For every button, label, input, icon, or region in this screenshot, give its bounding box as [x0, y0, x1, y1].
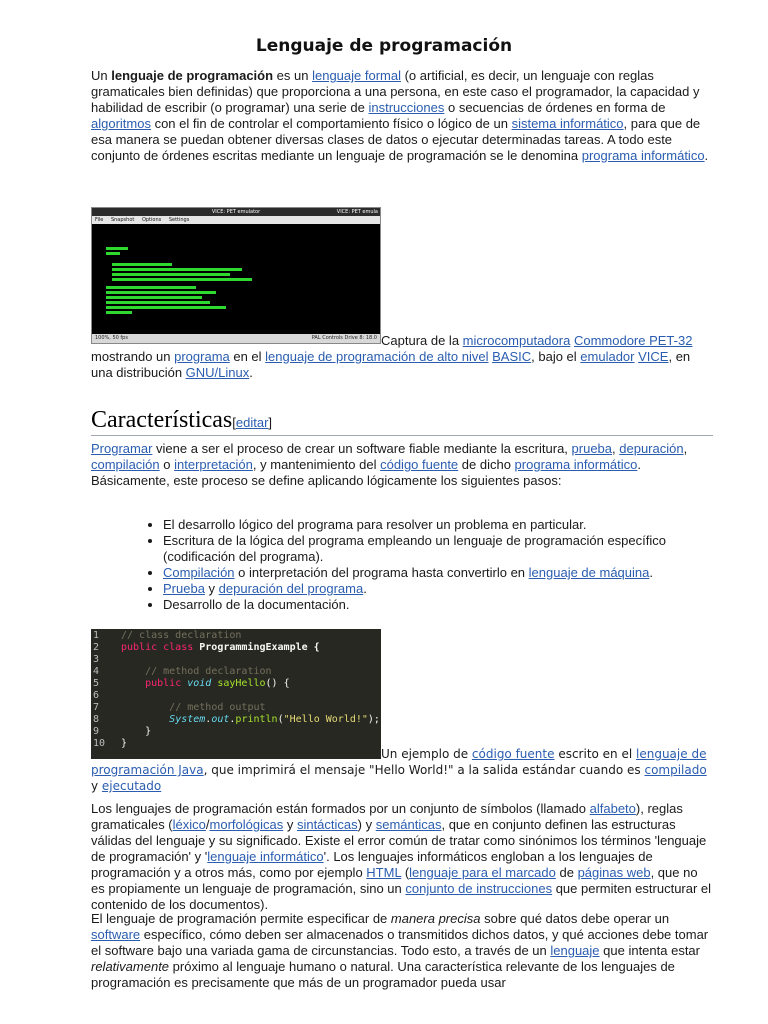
code-function: sayHello	[211, 678, 266, 689]
screen-text-line	[106, 291, 216, 294]
screen-text-line	[106, 286, 196, 289]
screen-text-line	[112, 268, 242, 271]
text: viene a ser el proceso de crear un software fiable mediante la escritura,	[152, 441, 572, 456]
emulator-title-bar	[92, 208, 380, 216]
list-item	[163, 565, 713, 581]
link-programa-informatico[interactable]: programa informático	[514, 457, 638, 472]
screen-text-line	[106, 311, 132, 314]
code-function: println	[235, 714, 278, 725]
link-lenguaje-marcado[interactable]: lenguaje para el marcado	[409, 865, 556, 880]
page-title: Lenguaje de programación	[255, 36, 513, 56]
link-lenguaje-maquina[interactable]: lenguaje de máquina	[528, 565, 650, 580]
emulator-screen	[92, 224, 380, 334]
text: , para que de esa manera se puedan obtener diversas clases de datos o ejecutar determinadas tareas. A todo este conjunto de órdenes escritas mediante un lenguaje de programación se le denomina	[91, 116, 701, 163]
link-codigo-fuente[interactable]: código fuente	[380, 457, 459, 472]
link-vice[interactable]: VICE	[638, 349, 669, 364]
link-basic[interactable]: BASIC	[492, 349, 532, 364]
code-type: void	[181, 678, 212, 689]
list-item	[163, 597, 713, 613]
link-interpretacion[interactable]: interpretación	[174, 457, 253, 472]
code-punct: );	[367, 714, 380, 725]
line-number: 6	[93, 690, 100, 701]
list-item	[163, 517, 713, 533]
text: Un	[91, 68, 112, 83]
code-type: System	[169, 714, 206, 725]
text: Un ejemplo de	[381, 747, 472, 761]
text: específico, cómo deben ser almacenados o transmitidos dichos datos, y qué acciones debe tomar el software bajo una variada gama de circunstancias. Todo esto, a través de un	[91, 927, 709, 958]
text: .	[249, 365, 253, 380]
specification-paragraph	[91, 911, 713, 991]
link-conjunto-instrucciones[interactable]: conjunto de instrucciones	[405, 881, 553, 896]
link-prueba[interactable]: Prueba	[163, 581, 205, 596]
languages-paragraph	[91, 801, 713, 913]
text: ,	[683, 441, 688, 456]
screen-text-line	[112, 278, 252, 281]
text: de	[555, 865, 578, 880]
text: y	[283, 817, 297, 832]
text: .	[704, 148, 709, 163]
link-ejecutado[interactable]: ejecutado	[101, 779, 162, 793]
code-source	[121, 630, 380, 750]
link-lenguaje[interactable]: lenguaje	[550, 943, 600, 958]
emphasis: manera precisa	[390, 911, 481, 926]
code-punct: () {	[265, 678, 290, 689]
screen-text-line	[106, 296, 202, 299]
text: '. Los lenguajes informáticos engloban a los lenguajes de programación y a otros más, como por ejemplo	[91, 849, 653, 880]
section-heading	[91, 405, 713, 436]
text: , en una distribución	[91, 349, 691, 380]
code-line	[121, 642, 380, 654]
text: ) y	[357, 817, 376, 832]
emulator-menu-item: File	[95, 217, 104, 223]
code-line	[121, 678, 380, 690]
emulator-window-title: VICE: PET emulator	[211, 209, 261, 215]
code-string: "Hello World!"	[283, 714, 368, 725]
text: El lenguaje de programación permite especificar de	[91, 911, 391, 926]
text: , que no es propiamente un lenguaje de programación, sino un	[91, 865, 698, 896]
screen-text-line	[112, 263, 172, 266]
text: de dicho	[458, 457, 515, 472]
text: Captura de la	[381, 333, 463, 348]
code-punct: .	[229, 714, 236, 725]
emulator-menu-item: Snapshot	[110, 217, 135, 223]
code-line	[121, 690, 380, 702]
text: y	[204, 581, 219, 596]
bold-term: lenguaje de programación	[111, 68, 274, 83]
edit-section	[232, 415, 272, 430]
code-punct: (	[277, 714, 284, 725]
link-depuracion[interactable]: depuración	[619, 441, 684, 456]
link-algoritmos[interactable]: algoritmos	[91, 116, 151, 131]
text: o secuencias de órdenes en forma de	[444, 100, 666, 115]
text: escrito en el	[554, 747, 637, 761]
code-punct: .	[205, 714, 212, 725]
link-compilado[interactable]: compilado	[644, 763, 707, 777]
code-comment: // class declaration	[121, 630, 242, 641]
screen-text-line	[106, 252, 120, 255]
text: Los lenguajes de programación están formados por un conjunto de símbolos (llamado	[91, 801, 590, 816]
link-programa-informatico[interactable]: programa informático	[581, 148, 705, 163]
link-compilacion[interactable]: Compilación	[163, 565, 235, 580]
code-line	[121, 630, 380, 642]
link-commodore-pet[interactable]: Commodore PET-32	[573, 333, 693, 348]
screen-text-line	[112, 273, 230, 276]
text: y	[91, 779, 102, 793]
code-line	[121, 654, 380, 666]
edit-bracket: [	[232, 415, 236, 430]
link-depuracion-programa[interactable]: depuración del programa	[218, 581, 364, 596]
text: que intenta estar	[599, 943, 700, 958]
programming-paragraph	[91, 441, 713, 489]
code-screenshot	[91, 629, 381, 759]
text: /	[205, 817, 210, 832]
emulator-status-left: 100%, 50 fps	[95, 335, 128, 341]
link-java[interactable]: lenguaje de programación Java	[91, 747, 707, 777]
text: en el	[229, 349, 266, 364]
screen-text-line	[106, 247, 128, 250]
link-lenguaje-informatico[interactable]: lenguaje informático	[207, 849, 324, 864]
link-codigo-fuente[interactable]: código fuente	[471, 747, 555, 761]
link-sistema-informatico[interactable]: sistema informático	[511, 116, 624, 131]
line-number: 7	[93, 702, 100, 713]
text: , que en conjunto definen las estructuras válidas del lenguaje y su significado. Existe el error común de tratar como sinónimos los términos 'lenguaje de programación' y '	[91, 817, 707, 864]
emulator-status-right: PAL Controls Drive 8: 18.0	[311, 335, 377, 341]
text: , que imprimirá el mensaje "Hello World!" a la salida estándar cuando es	[203, 763, 645, 777]
line-number: 3	[93, 654, 100, 665]
text: que permiten estructurar el contenido de los documentos).	[91, 881, 712, 912]
link-compilacion[interactable]: compilación	[91, 457, 160, 472]
text: , bajo el	[531, 349, 581, 364]
link-alfabeto[interactable]: alfabeto	[589, 801, 636, 816]
emulator-window-title-right: VICE: PET emula	[336, 209, 378, 215]
text: sobre qué datos debe operar un	[480, 911, 670, 926]
line-number-gutter	[91, 630, 115, 750]
link-semanticas[interactable]: semánticas	[375, 817, 442, 832]
line-number: 2	[93, 642, 100, 653]
text: o interpretación del programa hasta convertirlo en	[234, 565, 529, 580]
text: El desarrollo lógico del programa para resolver un problema en particular.	[163, 517, 587, 532]
link-emulador[interactable]: emulador	[580, 349, 635, 364]
code-identifier: ProgrammingExample {	[193, 642, 320, 653]
emulator-screenshot	[91, 207, 381, 344]
link-html[interactable]: HTML	[366, 865, 402, 880]
emulator-menu-item: Options	[141, 217, 162, 223]
code-punct: }	[121, 738, 128, 749]
line-number: 9	[93, 726, 100, 737]
link-paginas-web[interactable]: páginas web	[577, 865, 651, 880]
link-morfologicas[interactable]: morfológicas	[209, 817, 284, 832]
code-comment: // method declaration	[145, 666, 272, 677]
list-item	[163, 533, 713, 565]
text: ), reglas gramaticales (	[91, 801, 683, 832]
text: próximo al lenguaje humano o natural. Una característica relevante de los lenguajes de programación es precisamente que más de un programador pueda usar	[91, 959, 675, 990]
code-field: out	[211, 714, 230, 725]
link-instrucciones[interactable]: instrucciones	[368, 100, 445, 115]
text: .	[363, 581, 367, 596]
text: con el fin de controlar el comportamiento físico o lógico de un	[150, 116, 512, 131]
intro-paragraph	[91, 68, 713, 164]
emulator-menu-item: Settings	[168, 217, 190, 223]
line-number: 5	[93, 678, 100, 689]
link-lenguaje-alto-nivel[interactable]: lenguaje de programación de alto nivel	[265, 349, 489, 364]
text: es un	[273, 68, 313, 83]
section-heading-text: Características	[91, 407, 233, 433]
edit-link[interactable]: editar	[235, 415, 269, 430]
link-microcomputadora[interactable]: microcomputadora	[462, 333, 571, 348]
link-lenguaje-formal[interactable]: lenguaje formal	[312, 68, 401, 83]
code-keyword: public class	[121, 642, 194, 653]
emulator-menu-bar	[92, 216, 380, 224]
list-item	[163, 581, 713, 597]
code-line	[121, 666, 380, 678]
text: ,	[612, 441, 620, 456]
emphasis: relativamente	[91, 959, 170, 974]
link-programar[interactable]: Programar	[91, 441, 153, 456]
text: .	[649, 565, 653, 580]
link-software[interactable]: software	[91, 927, 141, 942]
steps-list	[91, 517, 713, 613]
link-prueba[interactable]: prueba	[571, 441, 613, 456]
edit-bracket: ]	[268, 415, 273, 430]
code-keyword: public	[145, 678, 182, 689]
text: . Básicamente, este proceso se define aplicando lógicamente los siguientes pasos:	[91, 457, 641, 488]
line-number: 10	[93, 738, 106, 749]
text: o	[159, 457, 175, 472]
figure-caption-code	[91, 746, 713, 794]
line-number: 1	[93, 630, 100, 641]
link-lexico[interactable]: léxico	[172, 817, 206, 832]
text: Escritura de la lógica del programa empleando un lenguaje de programación específico (codificación del programa).	[163, 533, 666, 564]
text: , y mantenimiento del	[252, 457, 381, 472]
figure-caption-emulator	[91, 333, 713, 381]
screen-text-line	[106, 301, 210, 304]
code-line	[121, 702, 380, 714]
link-programa[interactable]: programa	[174, 349, 230, 364]
code-punct: }	[145, 726, 152, 737]
text: mostrando un	[91, 349, 175, 364]
screen-text-line	[106, 306, 226, 309]
link-sintacticas[interactable]: sintácticas	[296, 817, 358, 832]
line-number: 8	[93, 714, 100, 725]
text: (	[401, 865, 410, 880]
text: Desarrollo de la documentación.	[163, 597, 350, 612]
code-line	[121, 714, 380, 726]
code-line	[121, 726, 380, 738]
code-comment: // method output	[169, 702, 266, 713]
link-gnu-linux[interactable]: GNU/Linux	[185, 365, 250, 380]
text: (o artificial, es decir, un lenguaje con reglas gramaticales bien definidas) que proporciona a una persona, en este caso el programador, la capacidad y habilidad de escribir (o programar) una serie de	[91, 68, 700, 115]
line-number: 4	[93, 666, 100, 677]
